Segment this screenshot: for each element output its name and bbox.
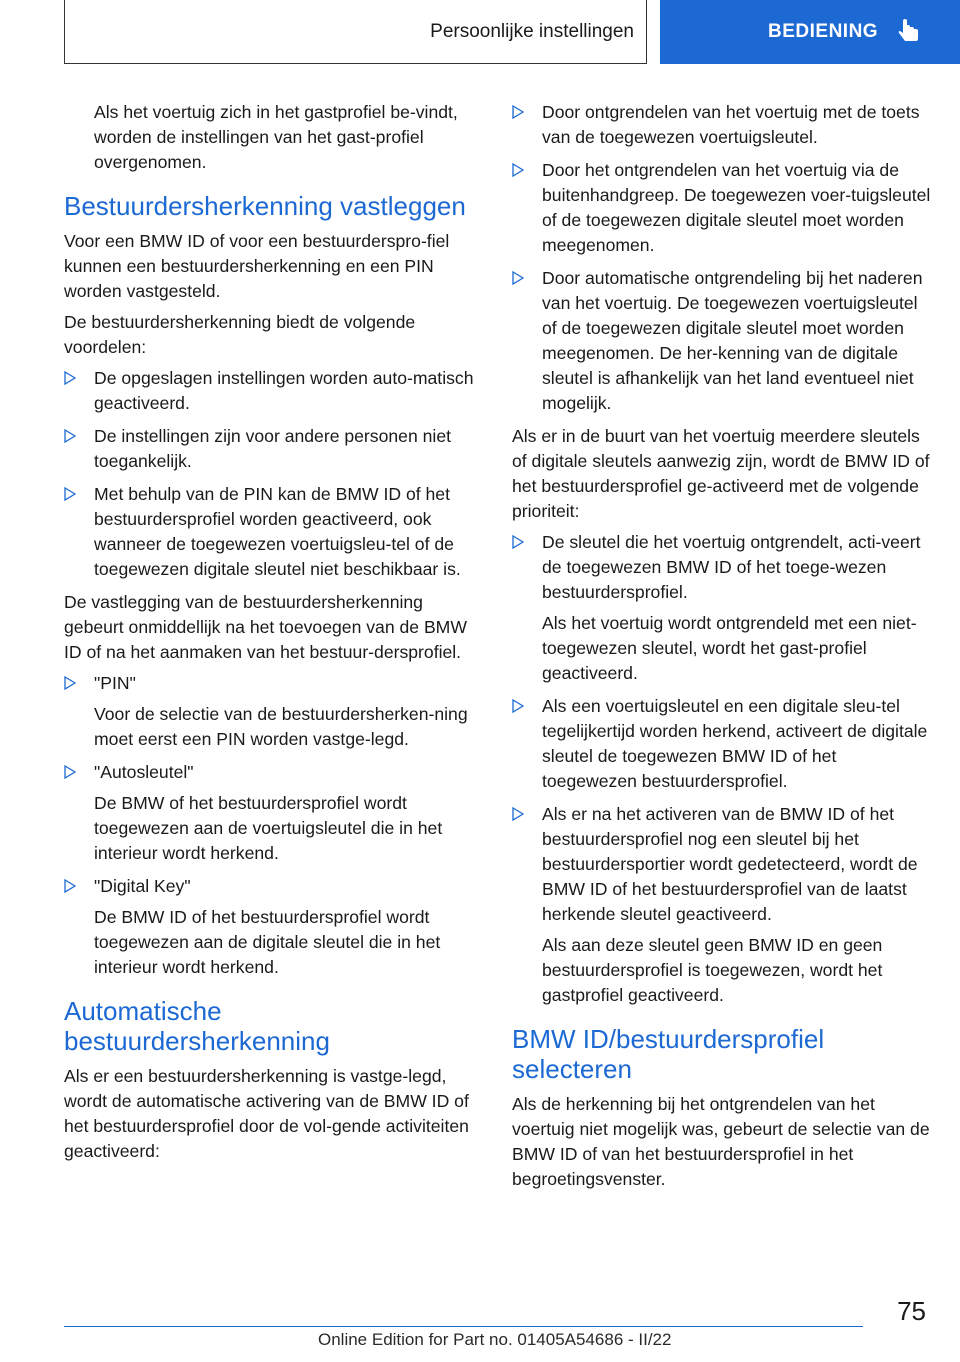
header-chapter-tab [660, 0, 960, 64]
list-item: De instellingen zijn voor andere personen niet toegankelijk. [64, 424, 480, 474]
header-section-box [64, 0, 647, 64]
option-text: Voor de selectie van de bestuurdersherken-ning moet eerst een PIN worden vastge-legd. [94, 704, 468, 749]
option-title: "PIN" [94, 673, 136, 693]
priority-text: De sleutel die het voertuig ontgrendelt, acti-veert de toegewezen BMW ID of het toege-wezen bestuurdersprofiel. [542, 532, 921, 602]
triangle-bullet-icon [512, 699, 524, 713]
triangle-bullet-icon [64, 487, 76, 501]
priority-text: Als een voertuigsleutel en een digitale sleu-tel tegelijkertijd worden herkend, activeert de digitale sleutel de toegewezen BMW ID of het toegewezen bestuurdersprofiel. [542, 696, 928, 791]
list-item: Door het ontgrendelen van het voertuig via de buitenhandgreep. De toegewezen voer-tuigsleutel of de toegewezen digitale sleutel moet worden meegenomen. [512, 158, 932, 258]
paragraph-registration: De vastlegging van de bestuurdersherkenning gebeurt onmiddellijk na het toevoegen van de BMW ID of na het aanmaken van het bestuur-dersprofiel. [64, 592, 467, 662]
triangle-bullet-icon [512, 163, 524, 177]
paragraph-driver-recognition: Voor een BMW ID of voor een bestuurderspro-fiel kunnen een bestuurdersherkenning en een PIN worden vastgesteld. [64, 231, 450, 301]
guest-profile-intro: Als het voertuig zich in het gastprofiel be-vindt, worden de instellingen van het gast-profiel overgenomen. [94, 102, 458, 172]
list-item: Door automatische ontgrendeling bij het naderen van het voertuig. De toegewezen voertuigsleutel of de toegewezen digitale sleutel moet worden meegenomen. De her-kenning van de digitale sleutel is afhankelijk van het land eventueel niet mogelijk. [512, 266, 932, 416]
paragraph-automatic-activation: Als er een bestuurdersherkenning is vastge-legd, wordt de automatische activering van de BMW ID of het bestuurdersprofiel door de vol-gende activiteiten geactiveerd: [64, 1066, 469, 1161]
option-text: De BMW of het bestuurdersprofiel wordt toegewezen aan de voertuigsleutel die in het interieur wordt herkend. [94, 793, 443, 863]
list-item: Door ontgrendelen van het voertuig met de toets van de toegewezen voertuigsleutel. [512, 100, 932, 150]
priority-subtext: Als het voertuig wordt ontgrendeld met een niet-toegewezen sleutel, wordt het gast-profiel geactiveerd. [542, 613, 917, 683]
list-item [512, 530, 932, 686]
footer-divider [64, 1326, 863, 1327]
list-item [512, 802, 932, 1008]
heading-automatic-recognition: Automatische bestuurdersherkenning [64, 996, 330, 1056]
paragraph-advantages-intro: De bestuurdersherkenning biedt de volgende voordelen: [64, 312, 416, 357]
list-item: Met behulp van de PIN kan de BMW ID of het bestuurdersprofiel worden geactiveerd, ook wanneer de toegewezen voertuigsleu-tel of de toegewezen digitale sleutel niet beschikbaar is. [64, 482, 480, 582]
priority-text: Als er na het activeren van de BMW ID of het bestuurdersprofiel nog een sleutel bij het bestuurdersportier wordt gedetecteerd, wordt de BMW ID of het bestuurdersprofiel van de laatst herkende sleutel geactiveerd. [542, 804, 918, 924]
paragraph-select-profile: Als de herkenning bij het ontgrendelen van het voertuig niet mogelijk was, gebeurt de selectie van de BMW ID of van het bestuurdersprofiel in het begroetingsvenster. [512, 1094, 930, 1189]
triangle-bullet-icon [512, 105, 524, 119]
list-item [64, 671, 480, 752]
triangle-bullet-icon [64, 879, 76, 893]
list-item [64, 874, 480, 980]
pointing-hand-icon [898, 19, 922, 45]
page-number: 75 [897, 1296, 926, 1326]
option-text: De BMW ID of het bestuurdersprofiel wordt toegewezen aan de digitale sleutel die in het interieur wordt herkend. [94, 907, 441, 977]
triangle-bullet-icon [64, 429, 76, 443]
paragraph-priority-intro: Als er in de buurt van het voertuig meerdere sleutels of digitale sleutels aanwezig zijn, wordt de BMW ID of het bestuurdersprofiel ge-activeerd met de volgende prioriteit: [512, 426, 930, 521]
header-section-title: Persoonlijke instellingen [430, 20, 634, 42]
option-title: "Autosleutel" [94, 762, 194, 782]
list-item [512, 694, 932, 794]
priority-subtext: Als aan deze sleutel geen BMW ID en geen bestuurdersprofiel is toegewezen, wordt het gastprofiel geactiveerd. [542, 935, 883, 1005]
list-item [64, 760, 480, 866]
triangle-bullet-icon [64, 765, 76, 779]
heading-select-profile: BMW ID/bestuurdersprofiel selecteren [512, 1024, 825, 1084]
triangle-bullet-icon [512, 535, 524, 549]
triangle-bullet-icon [64, 371, 76, 385]
header-chapter-title: BEDIENING [768, 21, 879, 42]
list-item: De opgeslagen instellingen worden auto-matisch geactiveerd. [64, 366, 480, 416]
triangle-bullet-icon [512, 271, 524, 285]
right-column [512, 100, 932, 1198]
triangle-bullet-icon [512, 807, 524, 821]
option-title: "Digital Key" [94, 876, 191, 896]
triangle-bullet-icon [64, 676, 76, 690]
heading-driver-recognition: Bestuurdersherkenning vastleggen [64, 191, 466, 221]
footer-edition: Online Edition for Part no. 01405A54686 - II/22 [318, 1330, 672, 1349]
left-column [64, 100, 480, 1170]
